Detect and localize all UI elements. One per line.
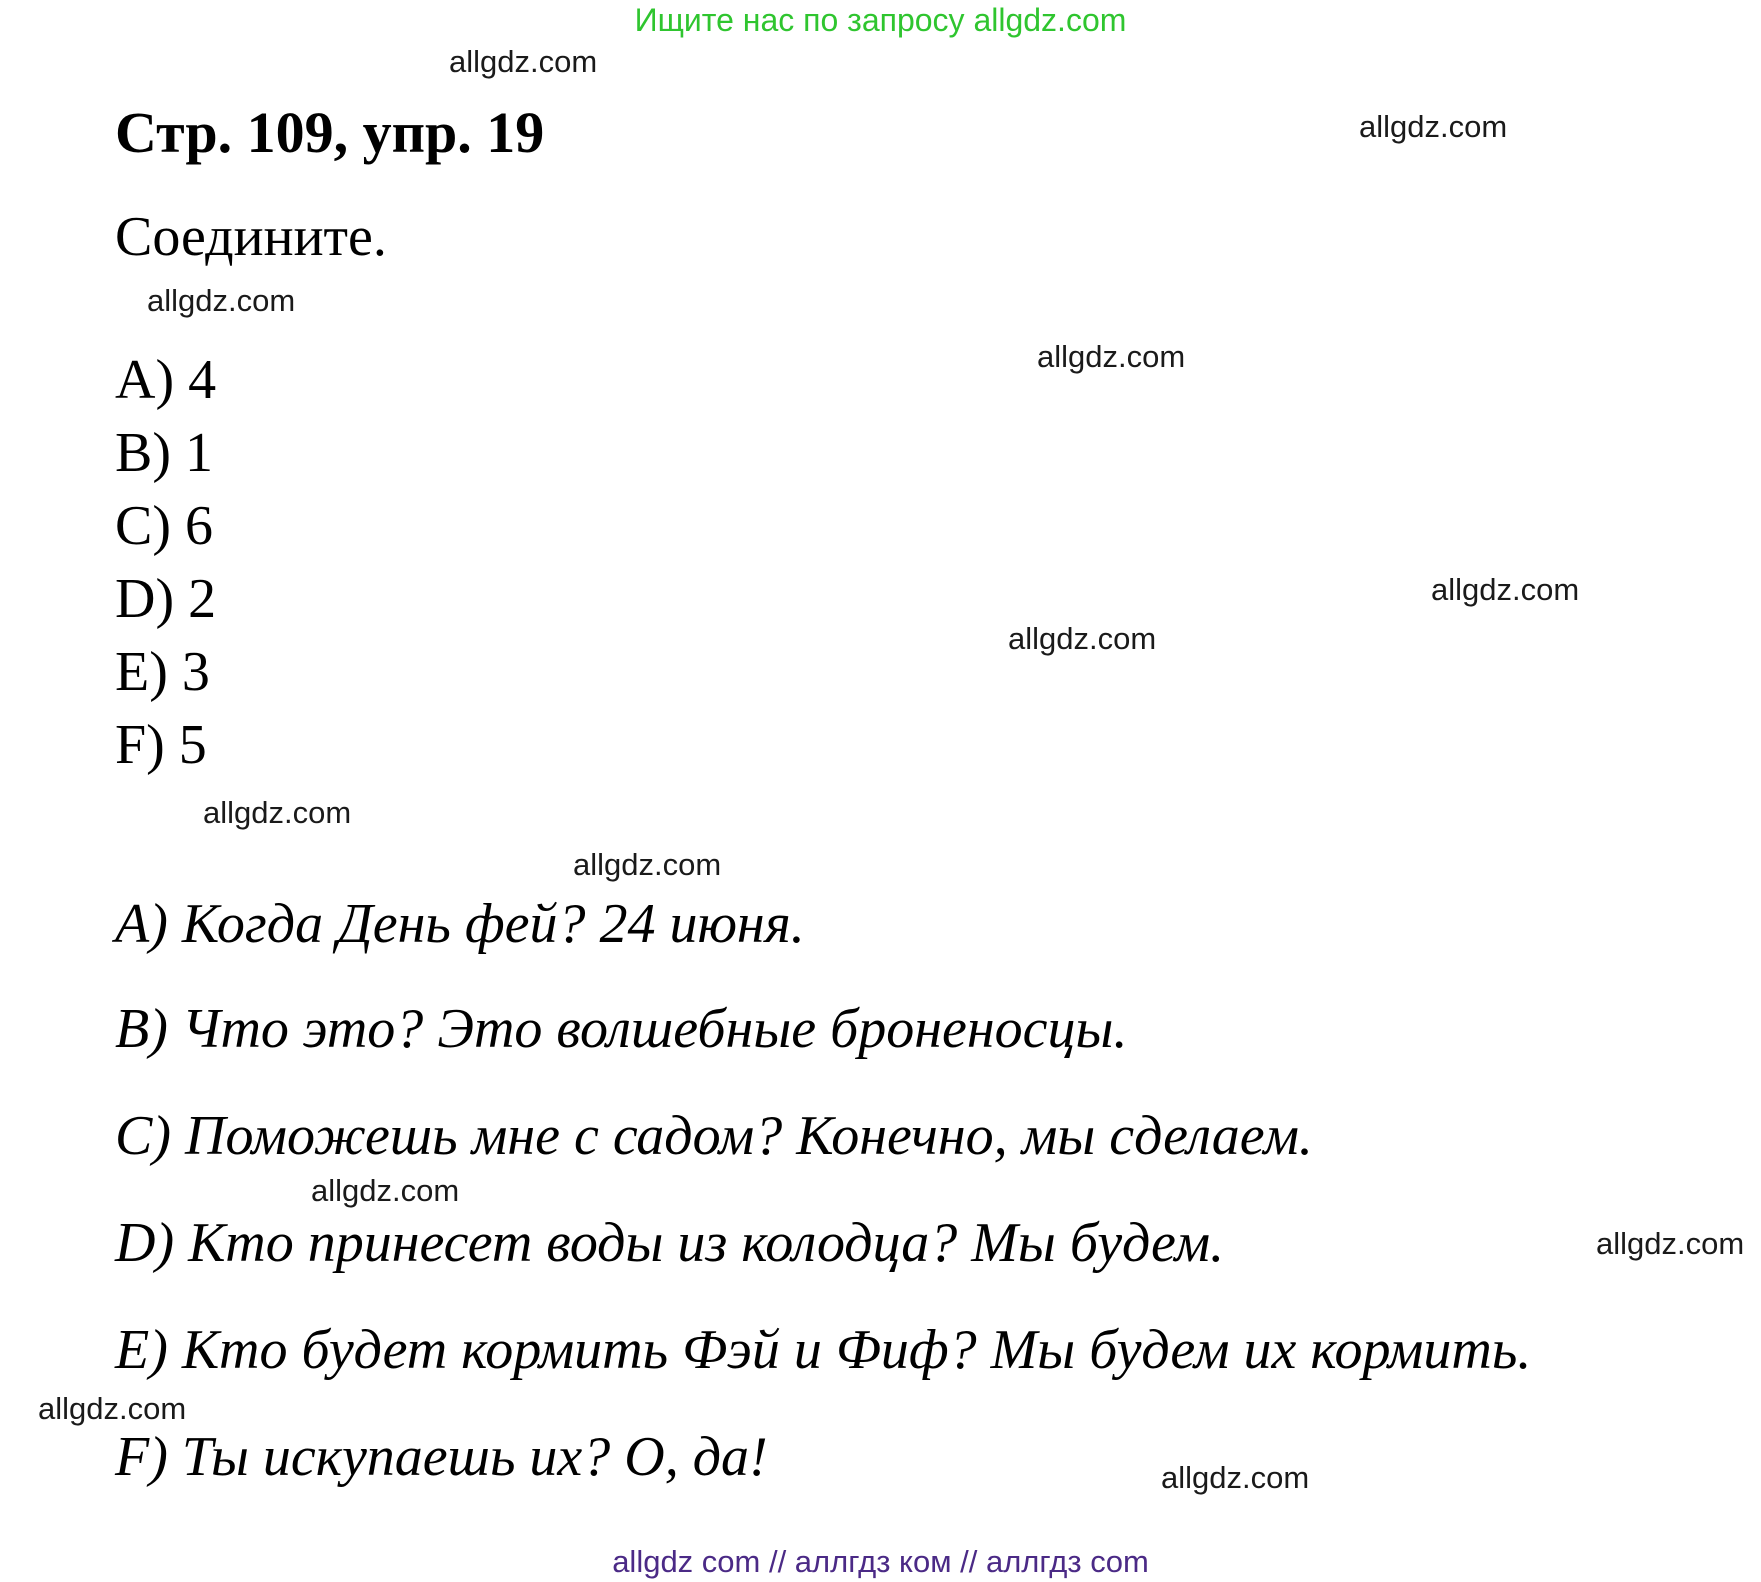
sentence-item: D) Кто принесет воды из колодца? Мы будем. xyxy=(115,1212,1225,1274)
watermark: allgdz.com xyxy=(311,1173,460,1208)
watermark: allgdz.com xyxy=(449,44,598,79)
sentence-item: E) Кто будет кормить Фэй и Фиф? Мы будем их кормить. xyxy=(115,1319,1532,1381)
watermark: allgdz.com xyxy=(573,847,722,882)
watermark: allgdz.com xyxy=(1596,1226,1745,1261)
answer-item: D) 2 xyxy=(115,568,217,630)
watermark: allgdz.com xyxy=(1008,621,1157,656)
top-banner: Ищите нас по запросу allgdz.com xyxy=(634,2,1127,38)
sentence-item: C) Поможешь мне с садом? Конечно, мы сделаем. xyxy=(115,1105,1313,1167)
instruction-text: Соедините. xyxy=(115,206,387,268)
sentence-item: F) Ты искупаешь их? О, да! xyxy=(115,1426,768,1488)
answer-item: C) 6 xyxy=(115,495,213,557)
watermark: allgdz.com xyxy=(1037,339,1186,374)
answer-item: A) 4 xyxy=(115,349,217,411)
watermark: allgdz.com xyxy=(147,283,296,318)
footer-watermark: allgdz com // аллгдз ком // аллгдз com xyxy=(612,1544,1149,1579)
sentence-item: A) Когда День фей? 24 июня. xyxy=(115,893,805,955)
watermark: allgdz.com xyxy=(1431,572,1580,607)
answer-item: B) 1 xyxy=(115,422,213,484)
watermark: allgdz.com xyxy=(1359,109,1508,144)
answer-item: F) 5 xyxy=(115,714,207,776)
page-title: Стр. 109, упр. 19 xyxy=(115,100,545,165)
watermark: allgdz.com xyxy=(1161,1460,1310,1495)
sentence-item: B) Что это? Это волшебные броненосцы. xyxy=(115,998,1128,1060)
watermark: allgdz.com xyxy=(38,1391,187,1426)
answer-item: E) 3 xyxy=(115,641,210,703)
watermark: allgdz.com xyxy=(203,795,352,830)
